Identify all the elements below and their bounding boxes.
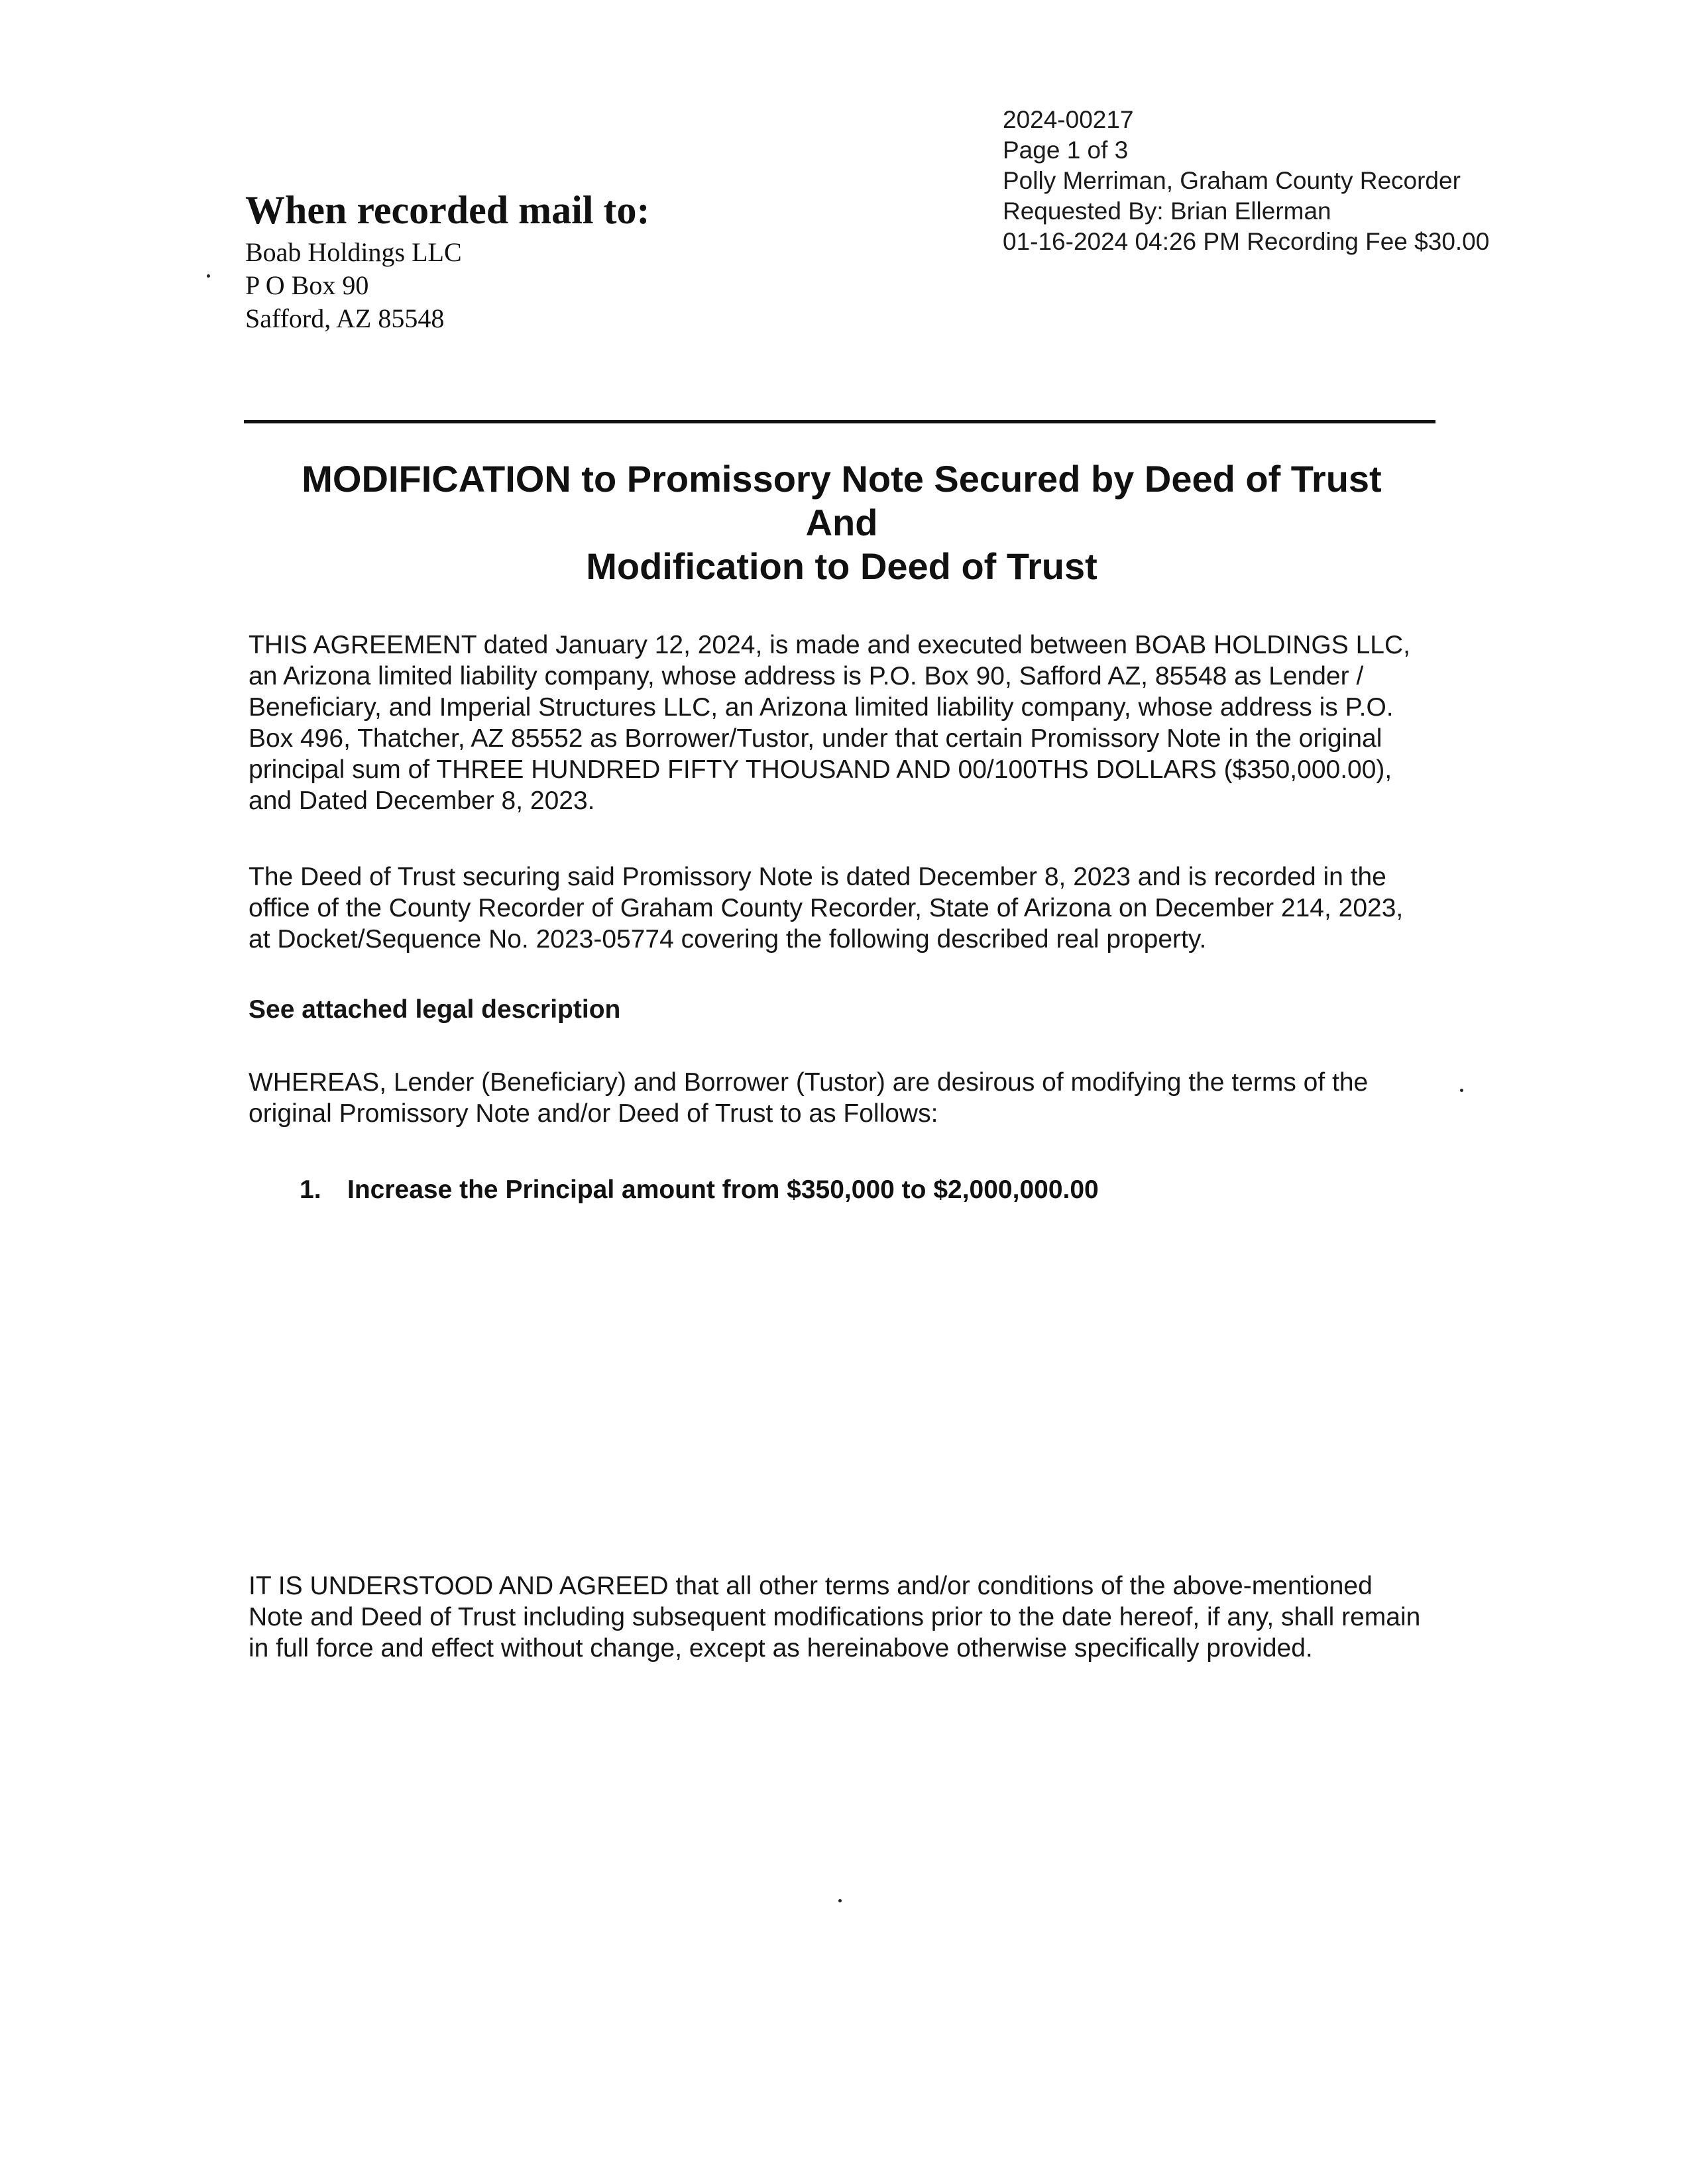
legal-description-reference: See attached legal description xyxy=(249,995,621,1024)
title-line-2: And xyxy=(805,502,878,543)
page-count: Page 1 of 3 xyxy=(1003,136,1129,164)
understood-paragraph: IT IS UNDERSTOOD AND AGREED that all other terms and/or conditions of the above-mentioned Note and Deed of Trust including subsequent modifications prior to the date hereof, if any, shall remain in full force and effect without change, except as hereinabove otherwise specifically provided. xyxy=(249,1572,1421,1663)
header-divider xyxy=(244,420,1435,423)
county-recorder: Polly Merriman, Graham County Recorder xyxy=(1003,167,1461,194)
requested-by: Requested By: Brian Ellerman xyxy=(1003,197,1331,225)
title-line-3: Modification to Deed of Trust xyxy=(586,545,1097,587)
mail-to-address-line-2: Safford, AZ 85548 xyxy=(245,303,445,333)
deed-of-trust-paragraph: The Deed of Trust securing said Promissory Note is dated December 8, 2023 and is recorded in the office of the County Recorder of Graham County Recorder, State of Arizona on December 214, 2023, at Docket/Sequence No. 2023-05774 covering the following described real property. xyxy=(249,863,1404,954)
mail-to-address-line-1: P O Box 90 xyxy=(245,270,369,300)
scan-speck xyxy=(207,274,210,278)
scan-speck xyxy=(1460,1089,1463,1092)
mail-to-heading: When recorded mail to: xyxy=(245,188,650,232)
modification-item-number: 1. xyxy=(300,1175,321,1204)
scan-speck xyxy=(838,1899,842,1902)
modification-item-text: Increase the Principal amount from $350,000 to $2,000,000.00 xyxy=(347,1175,1099,1204)
agreement-paragraph: THIS AGREEMENT dated January 12, 2024, is made and executed between BOAB HOLDINGS LLC, an Arizona limited liability company, whose address is P.O. Box 90, Safford AZ, 85548 as Lender / Beneficiary, and Imperial Structures LLC, an Arizona limited liability company, whose address is P.O. Box 496, Thatcher, AZ 85552 as Borrower/Tustor, under that certain Promissory Note in the original principal sum of THREE HUNDRED FIFTY THOUSAND AND 00/100THS DOLLARS ($350,000.00), and Dated December 8, 2023. xyxy=(249,631,1411,815)
document-title xyxy=(199,457,1485,588)
recording-date-fee: 01-16-2024 04:26 PM Recording Fee $30.00 xyxy=(1003,228,1490,255)
mail-to-name: Boab Holdings LLC xyxy=(245,237,462,267)
modification-item xyxy=(300,1174,1099,1205)
recorder-stamp xyxy=(1003,105,1573,257)
mail-to-block xyxy=(245,187,775,335)
title-line-1: MODIFICATION to Promissory Note Secured by Deed of Trust xyxy=(302,458,1382,500)
whereas-paragraph: WHEREAS, Lender (Beneficiary) and Borrower (Tustor) are desirous of modifying the terms of the original Promissory Note and/or Deed of Trust to as Follows: xyxy=(249,1068,1369,1128)
document-number: 2024-00217 xyxy=(1003,106,1134,133)
